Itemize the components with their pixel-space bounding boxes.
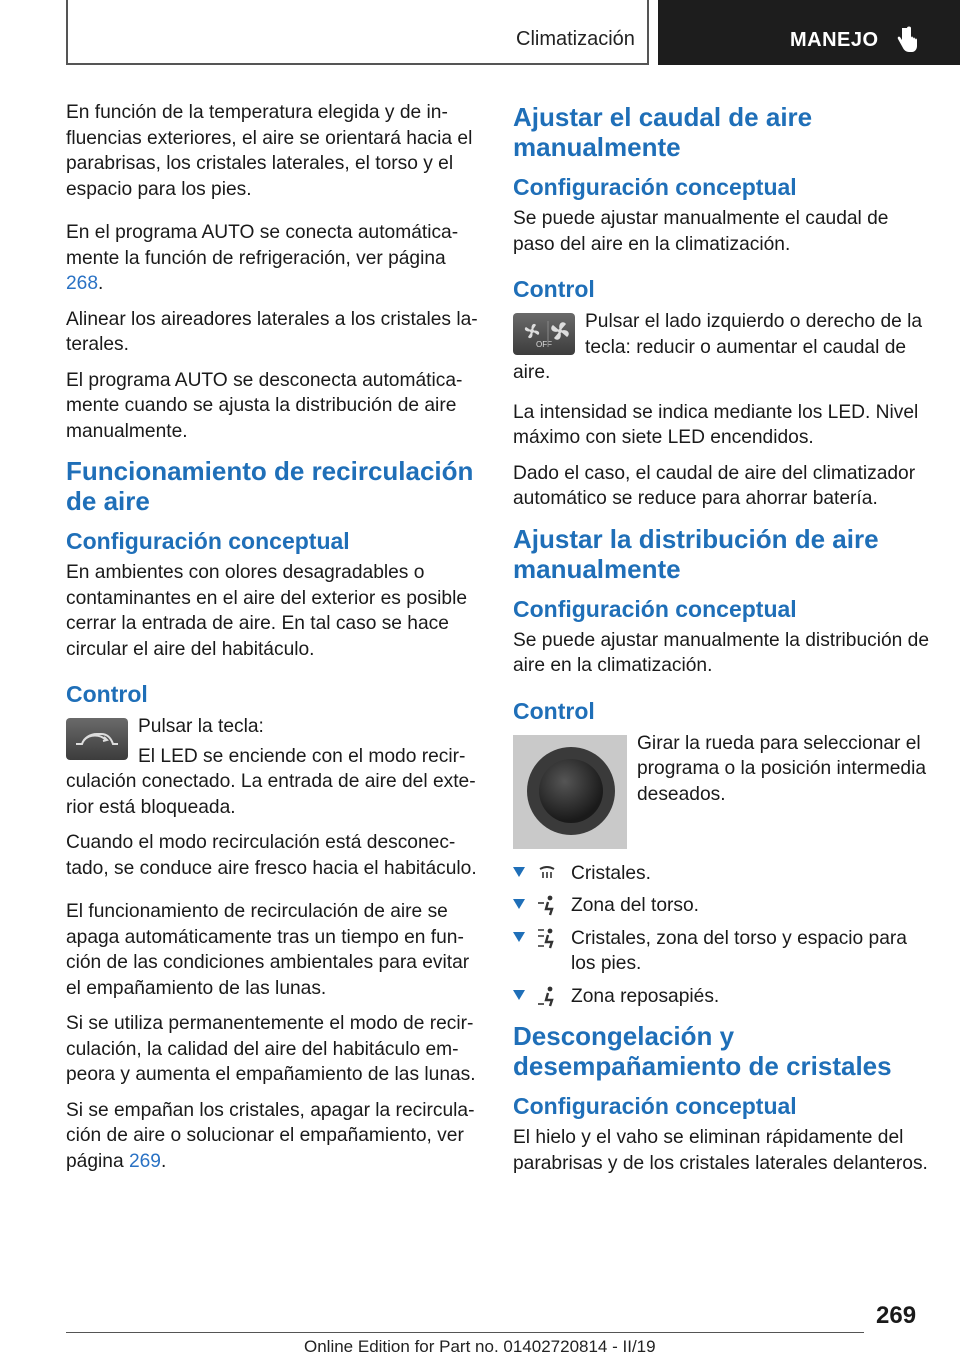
header-rule-left	[66, 0, 68, 65]
paragraph: Si se utiliza permanentemente el modo de recirculación, la calidad del aire del habitáculo empeora y aumenta el empañamiento de las lunas.	[66, 1013, 476, 1085]
bullet-triangle-icon	[513, 867, 525, 877]
distribution-dial-image	[513, 735, 627, 849]
right-column	[513, 100, 933, 1186]
bullet-triangle-icon	[513, 932, 525, 942]
bullet-triangle-icon	[513, 899, 525, 909]
all-zones-airflow-icon	[537, 928, 557, 958]
page-number: 269	[876, 1302, 917, 1329]
subheading-concept: Configuración conceptual	[513, 595, 797, 622]
distribution-options-list	[513, 861, 933, 1010]
section-title: Climatización	[516, 28, 635, 50]
recirculation-button-icon	[66, 718, 128, 760]
subheading-concept: Configuración conceptual	[66, 528, 350, 554]
chapter-tab	[658, 0, 960, 65]
chapter-label: MANEJO	[790, 29, 879, 51]
paragraph: Girar la rueda para seleccionar el programa o la posición intermedia deseados.	[637, 732, 927, 805]
header-rule-right	[647, 0, 649, 65]
list-item: Cristales.	[513, 861, 933, 887]
subheading-concept: Configuración conceptual	[513, 1093, 797, 1119]
footwell-airflow-icon	[537, 986, 557, 1016]
list-item: Zona reposapiés.	[513, 984, 933, 1010]
footer-rule	[66, 1332, 864, 1333]
paragraph: El programa AUTO se desconecta automáticamente cuando se ajusta la distribución de aire manualmente.	[66, 369, 463, 442]
paragraph: Si se empañan los cristales, apagar la recirculación de aire o solucionar el empañamiento, ver página 269.	[66, 1099, 475, 1172]
list-item: Cristales, zona del torso y espacio para los pies.	[513, 926, 933, 977]
paragraph: El LED se enciende con el modo recirculación conectado. La entrada de aire del exterior está bloqueada.	[66, 745, 476, 818]
paragraph: Dado el caso, el caudal de aire del climatizador automático se reduce para ahorrar batería.	[513, 462, 916, 509]
subheading-control: Control	[513, 697, 595, 724]
control-block	[513, 309, 933, 396]
paragraph: En el programa AUTO se conecta automáticamente la función de refrigeración, ver página 268.	[66, 222, 459, 294]
paragraph: La intensidad se indica mediante los LED. Nivel máximo con siete LED encendidos.	[513, 401, 919, 448]
subheading-concept: Configuración conceptual	[513, 174, 797, 200]
paragraph: El funcionamiento de recirculación de aire se apaga automáticamente tras un tiempo en función de las condiciones ambientales para evitar el empañamiento de las lunas.	[66, 901, 470, 999]
fan-off-label: OFF	[536, 340, 552, 349]
subheading-control: Control	[66, 681, 148, 707]
paragraph: En función de la temperatura elegida y de influencias exteriores, el aire se orientará hacia el parabrisas, los cristales laterales, el torso y el espacio para los pies.	[66, 102, 473, 200]
left-column	[66, 100, 478, 1184]
list-item: Zona del torso.	[513, 893, 933, 919]
subheading-control: Control	[513, 276, 595, 302]
heading-distribution: Ajustar la distribución de aire manualmente	[513, 523, 879, 584]
paragraph: Pulsar la tecla:	[138, 716, 264, 737]
heading-recirculation: Funcionamiento de recirculación de aire	[66, 456, 474, 516]
page-link-269[interactable]: 269	[128, 1150, 161, 1172]
control-block	[513, 731, 933, 853]
paragraph: Pulsar el lado izquierdo o derecho de la tecla: reducir o aumentar el caudal de aire.	[513, 311, 923, 383]
hand-pointer-icon	[896, 26, 918, 59]
paragraph: Cuando el modo recirculación está desconectado, se conduce aire fresco hacia el habitáculo.	[66, 832, 477, 879]
heading-defrost: Descongelación y desempañamiento de cristales	[513, 1021, 892, 1081]
heading-airflow: Ajustar el caudal de aire manualmente	[513, 102, 813, 162]
fan-button-icon	[513, 313, 575, 355]
bullet-triangle-icon	[513, 990, 525, 1000]
header-rule	[66, 63, 648, 65]
paragraph: Se puede ajustar manualmente el caudal de paso del aire en la climatización.	[513, 208, 889, 255]
paragraph: Alinear los aireadores laterales a los cristales laterales.	[66, 308, 478, 355]
torso-airflow-icon	[537, 895, 557, 925]
paragraph: Se puede ajustar manualmente la distribución de aire en la climatización.	[513, 629, 929, 676]
paragraph: En ambientes con olores desagradables o contaminantes en el aire del exterior es posible cerrar la entrada de aire. En tal caso se hace circular el aire del habitáculo.	[66, 562, 468, 660]
windshield-icon	[537, 863, 557, 891]
page-link-268[interactable]: 268	[66, 273, 99, 294]
footer-edition: Online Edition for Part no. 01402720814 - II/19	[304, 1337, 656, 1356]
paragraph: El hielo y el vaho se eliminan rápidamente del parabrisas y de los cristales laterales delanteros.	[513, 1127, 928, 1174]
control-block	[66, 714, 478, 830]
